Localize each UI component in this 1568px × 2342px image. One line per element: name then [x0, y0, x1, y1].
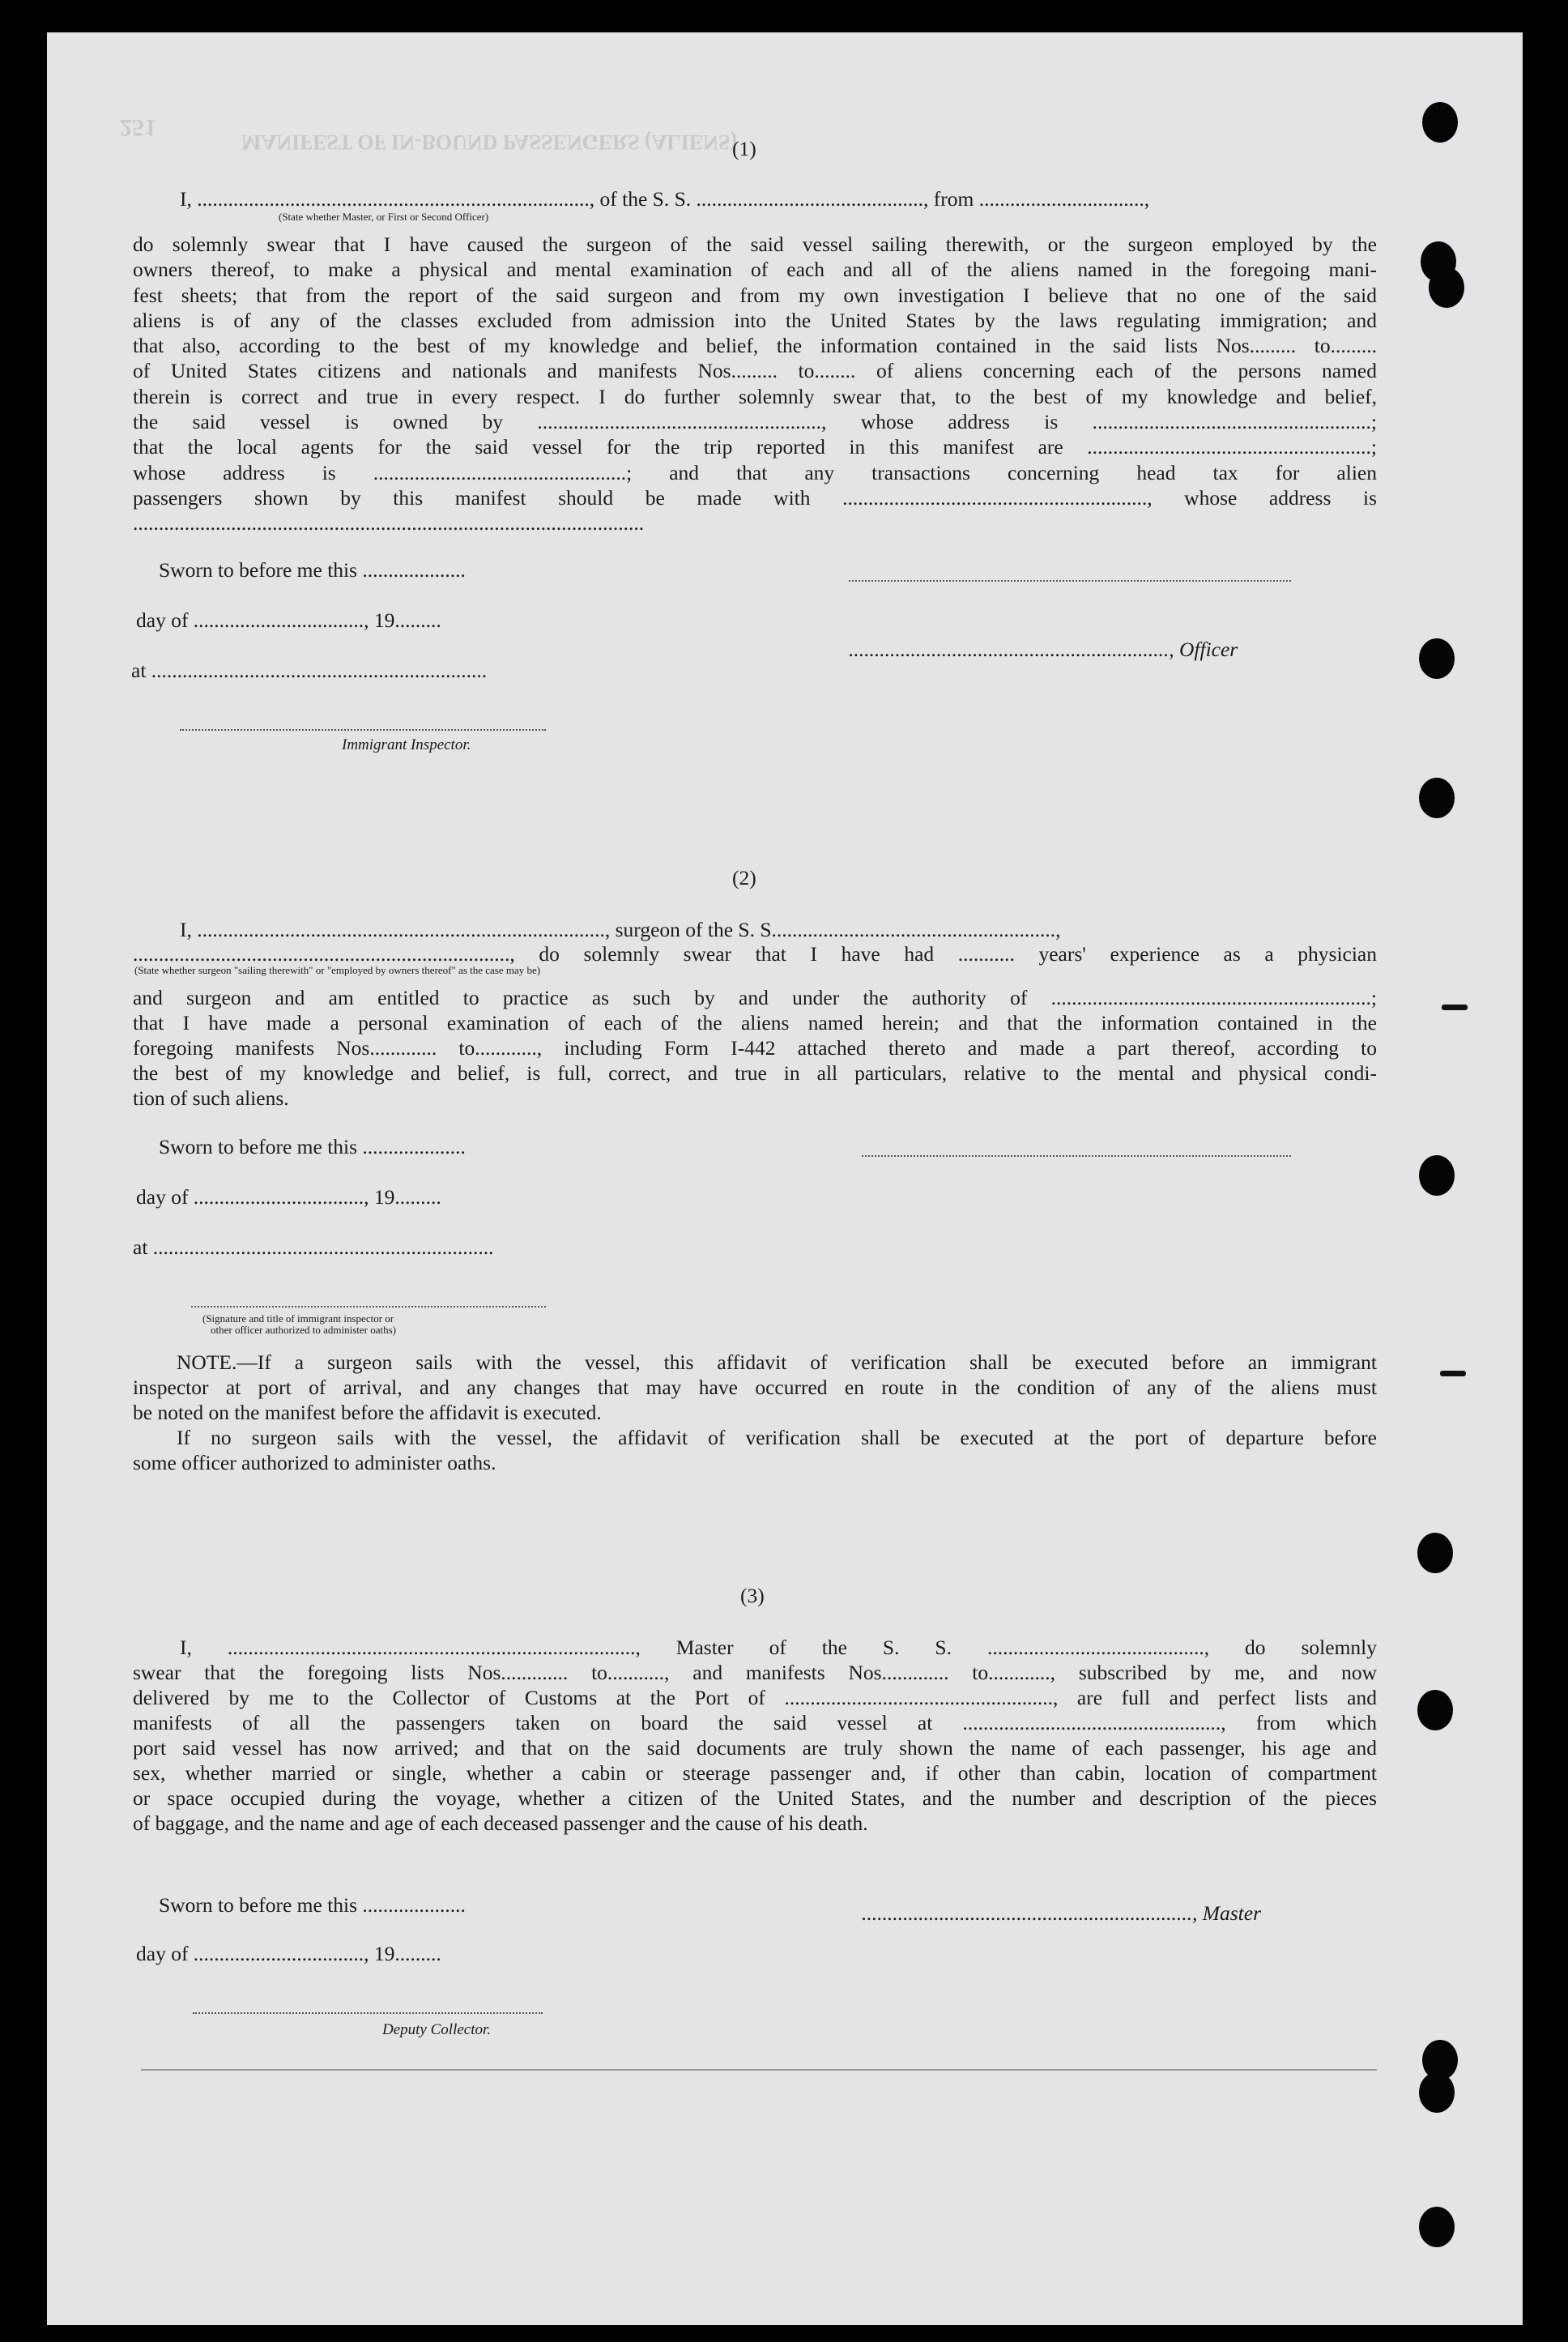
- note-line: NOTE.—If a surgeon sails with the vessel, this affidavit of verification shall be executed before an immigrant: [177, 1350, 1377, 1374]
- note-line: some officer authorized to administer oaths.: [133, 1451, 496, 1474]
- signature-line: [849, 580, 1291, 582]
- paragraph-line: swear that the foregoing lists Nos............. to..........., and manifests Nos............. to............, subscribed by me, and now: [133, 1661, 1377, 1684]
- collector-label: Deputy Collector.: [382, 2021, 492, 2038]
- paragraph-line: delivered by me to the Collector of Customs at the Port of ...................................................., are full and perfect lists and: [133, 1686, 1377, 1709]
- paragraph-line: manifests of all the passengers taken on board the said vessel at .................................................., from which: [133, 1711, 1377, 1734]
- officer-signature-line: .............................................................., Officer: [849, 638, 1238, 661]
- surgeon-declaration-line: I, ..............................................................................., surgeon of the S. S.......................................................,: [180, 918, 1061, 941]
- binder-hole: [1429, 267, 1464, 308]
- note-line: inspector at port of arrival, and any changes that may have occurred en route in the condition of any of the aliens must: [133, 1376, 1377, 1399]
- binder-hole: [1417, 1690, 1453, 1730]
- binder-hole: [1419, 2072, 1455, 2113]
- bleed-page-number: 251: [120, 114, 156, 141]
- paragraph-line: that also, according to the best of my knowledge and belief, the information contained in the said lists Nos......... to.........: [133, 334, 1377, 358]
- oath-paragraph: [133, 232, 1377, 536]
- paragraph-line: I, ..............................................................................., Master of the S. S. .........................................., do solemnly: [180, 1636, 1377, 1659]
- note-line: If no surgeon sails with the vessel, the affidavit of verification shall be executed at the port of departure before: [177, 1426, 1377, 1449]
- binder-hole: [1419, 638, 1455, 679]
- paragraph-line: owners thereof, to make a physical and mental examination of each and all of the aliens named in the foregoing mani-: [133, 258, 1377, 282]
- day-of-line: day of ................................., 19.........: [136, 1942, 441, 1965]
- field-caption: (State whether Master, or First or Second Officer): [279, 211, 489, 223]
- signature-caption: (Signature and title of immigrant inspector or: [202, 1312, 394, 1325]
- day-of-line: day of ................................., 19.........: [136, 1185, 441, 1209]
- sworn-line: Sworn to before me this ....................: [159, 558, 466, 582]
- paragraph-line: foregoing manifests Nos............. to............, including Form I-442 attached thereto and made a part thereof, according to: [133, 1036, 1377, 1060]
- inspector-label: Immigrant Inspector.: [342, 736, 471, 753]
- signature-caption: other officer authorized to administer oaths): [211, 1324, 396, 1336]
- bleed-header: MANIFEST OF IN-BOUND PASSENGERS (ALIENS): [241, 130, 738, 154]
- paragraph-line: therein is correct and true in every respect. I do further solemnly swear that, to the best of my knowledge and belief,: [133, 384, 1377, 408]
- surgeon-experience-line: ........................................................................., do solemnly swear that I have had ........... years' experience as a physician: [133, 942, 1377, 966]
- binder-hole: [1419, 2207, 1455, 2247]
- signature-line: [862, 1155, 1291, 1157]
- binder-hole: [1417, 1533, 1453, 1573]
- paragraph-line: that I have made a personal examination of each of the aliens named herein; and that the information contained in the: [133, 1011, 1377, 1034]
- master-declaration-line: I, ............................................................................, of the S. S. ............................................, from ................................,: [180, 187, 1150, 211]
- day-of-line: day of ................................., 19.........: [136, 608, 441, 632]
- sworn-line: Sworn to before me this ....................: [159, 1135, 466, 1158]
- manifest-page: [47, 32, 1523, 2325]
- surgeon-paragraph: [133, 985, 1377, 1111]
- binder-hole: [1419, 778, 1455, 818]
- sworn-line: Sworn to before me this ....................: [159, 1893, 466, 1917]
- signature-line: [191, 1306, 546, 1308]
- paragraph-line: port said vessel has now arrived; and that on the said documents are truly shown the name of each passenger, his age and: [133, 1736, 1377, 1760]
- at-line: at ..................................................................: [133, 1235, 494, 1259]
- binder-hole: [1419, 1155, 1455, 1196]
- paragraph-line: and surgeon and am entitled to practice as such by and under the authority of ..............................................................;: [133, 986, 1377, 1009]
- bottom-rule: [141, 2069, 1377, 2071]
- section-number: (3): [740, 1584, 765, 1607]
- master-signature-line: ................................................................, Master: [862, 1901, 1261, 1925]
- signature-line: [193, 2012, 543, 2014]
- paragraph-line: passengers shown by this manifest should be made with ..........................................................., whose address is: [133, 485, 1377, 510]
- binder-tab: [1442, 1005, 1468, 1010]
- note-paragraph: [133, 1350, 1377, 1475]
- paragraph-line: the said vessel is owned by ......................................................., whose address is ......................................................;: [133, 410, 1377, 434]
- section-number: (1): [732, 137, 756, 160]
- binder-tab: [1440, 1371, 1466, 1376]
- paragraph-line: tion of such aliens.: [133, 1086, 289, 1110]
- field-caption: (State whether surgeon "sailing therewith" or "employed by owners thereof" as the case may be): [134, 964, 541, 976]
- paragraph-line: do solemnly swear that I have caused the surgeon of the said vessel sailing therewith, or the surgeon employed by the: [133, 232, 1377, 256]
- master-paragraph: [133, 1635, 1377, 1836]
- paragraph-line: that the local agents for the said vessel for the trip reported in this manifest are .......................................................;: [133, 435, 1377, 459]
- binder-hole: [1422, 102, 1458, 143]
- at-line: at .................................................................: [131, 659, 488, 682]
- paragraph-line: ...................................................................................................: [133, 511, 645, 535]
- paragraph-line: the best of my knowledge and belief, is full, correct, and true in all particulars, relative to the mental and physical condi-: [133, 1061, 1377, 1085]
- paragraph-line: of United States citizens and nationals and manifests Nos......... to........ of aliens concerning each of the persons named: [133, 359, 1377, 383]
- section-number: (2): [732, 866, 756, 889]
- paragraph-line: sex, whether married or single, whether a cabin or steerage passenger and, if other than cabin, location of compartment: [133, 1761, 1377, 1785]
- note-line: be noted on the manifest before the affidavit is executed.: [133, 1401, 602, 1424]
- paragraph-line: whose address is .................................................; and that any transactions concerning head tax for alien: [133, 460, 1377, 484]
- paragraph-line: of baggage, and the name and age of each deceased passenger and the cause of his death.: [133, 1811, 868, 1835]
- paragraph-line: aliens is of any of the classes excluded from admission into the United States by the laws regulating immigration; and: [133, 308, 1377, 332]
- signature-line: [180, 729, 546, 731]
- paragraph-line: or space occupied during the voyage, whether a citizen of the United States, and the number and description of the pieces: [133, 1786, 1377, 1810]
- paragraph-line: fest sheets; that from the report of the said surgeon and from my own investigation I believe that no one of the said: [133, 283, 1377, 307]
